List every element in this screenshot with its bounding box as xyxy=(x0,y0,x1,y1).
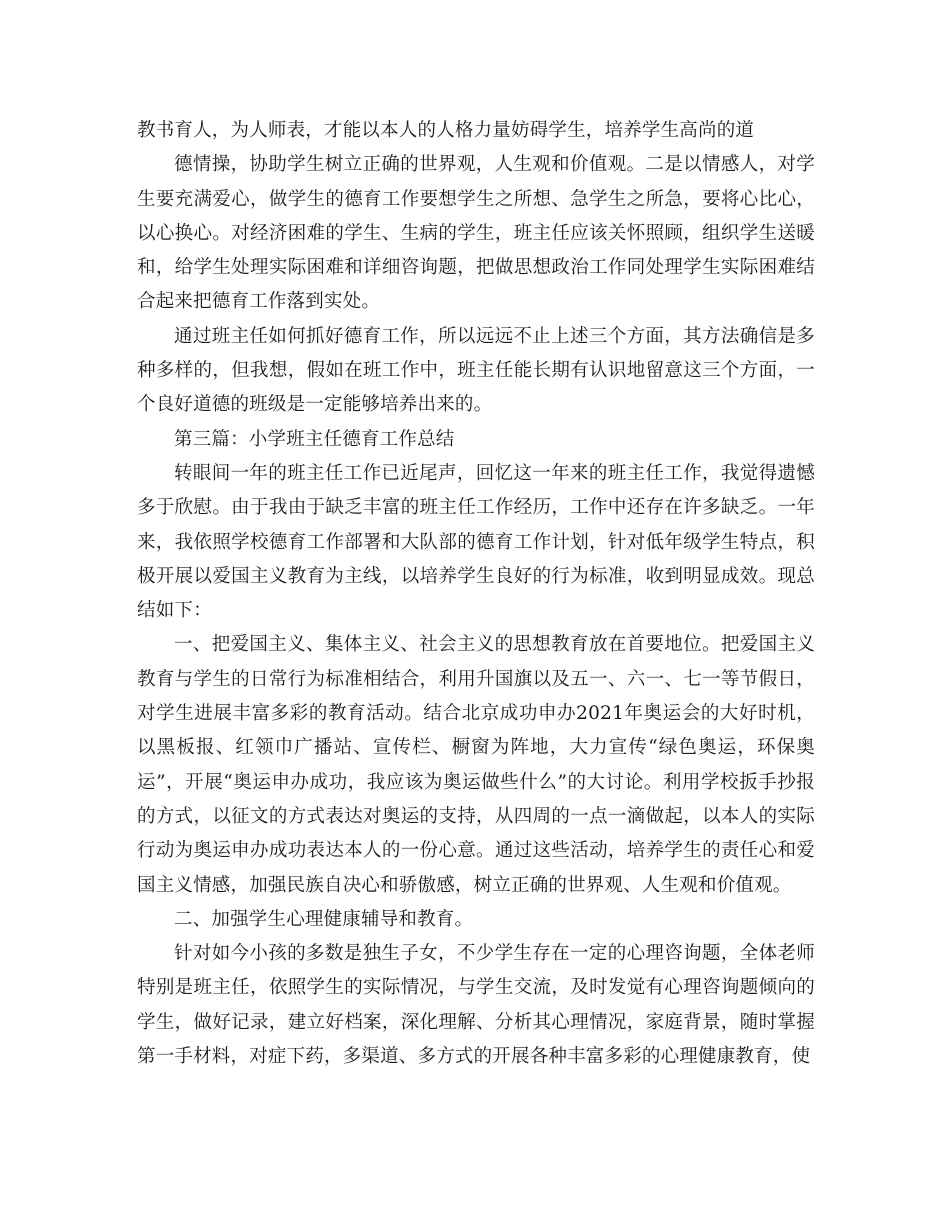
paragraph-5: 一、把爱国主义、集体主义、社会主义的思想教育放在首要地位。把爱国主义教育与学生的日常行为标准相结合，利用升国旗以及五一、六一、七一等节假日，对学生进展丰富多彩的教育活动。结合北京成功申办2021年奥运会的大好时机，以黑板报、红领巾广播站、宣传栏、橱窗为阵地，大力宣传“绿色奥运，环保奥运”，开展“奥运申办成功，我应该为奥运做些什么”的大讨论。利用学校扳手抄报的方式，以征文的方式表达对奥运的支持，从四周的一点一滴做起，以本人的实际行动为奥运申办成功表达本人的一份心意。通过这些活动，培养学生的责任心和爱国主义情感，加强民族自决心和骄傲感，树立正确的世界观、人生观和价值观。 xyxy=(137,634,815,896)
document-body xyxy=(137,114,815,1074)
paragraph-1: 教书育人，为人师表，才能以本人的人格力量妨碍学生，培养学生高尚的道 xyxy=(137,120,755,141)
paragraph-2: 德情操，协助学生树立正确的世界观，人生观和价值观。二是以情感人，对学生要充满爱心，做学生的德育工作要想学生之所想、急学生之所急，要将心比心，以心换心。对经济困难的学生、生病的学生，班主任应该关怀照顾，组织学生送暖和，给学生处理实际困难和详细咨询题，把做思想政治工作同处理学生实际困难结合起来把德育工作落到实处。 xyxy=(137,154,815,313)
paragraph-4: 转眼间一年的班主任工作已近尾声，回忆这一年来的班主任工作，我觉得遗憾多于欣慰。由于我由于缺乏丰富的班主任工作经历，工作中还存在许多缺乏。一年来，我依照学校德育工作部署和大队部的德育工作计划，针对低年级学生特点，积极开展以爱国主义教育为主线，以培养学生良好的行为标准，收到明显成效。现总结如下： xyxy=(137,462,815,622)
section-heading: 第三篇：小学班主任德育工作总结 xyxy=(174,428,455,450)
paragraph-6: 针对如今小孩的多数是独生子女，不少学生存在一定的心理咨询题，全体老师特别是班主任，依照学生的实际情况，与学生交流，及时发觉有心理咨询题倾向的学生，做好记录，建立好档案，深化理解、分析其心理情况，家庭背景，随时掌握第一手材料，对症下药，多渠道、多方式的开展各种丰富多彩的心理健康教育，使 xyxy=(137,943,815,1068)
paragraph-3: 通过班主任如何抓好德育工作，所以远远不止上述三个方面，其方法确信是多种多样的，但我想，假如在班工作中，班主任能长期有认识地留意这三个方面，一个良好道德的班级是一定能够培养出来的。 xyxy=(137,325,815,416)
subheading-2: 二、加强学生心理健康辅导和教育。 xyxy=(174,908,474,930)
